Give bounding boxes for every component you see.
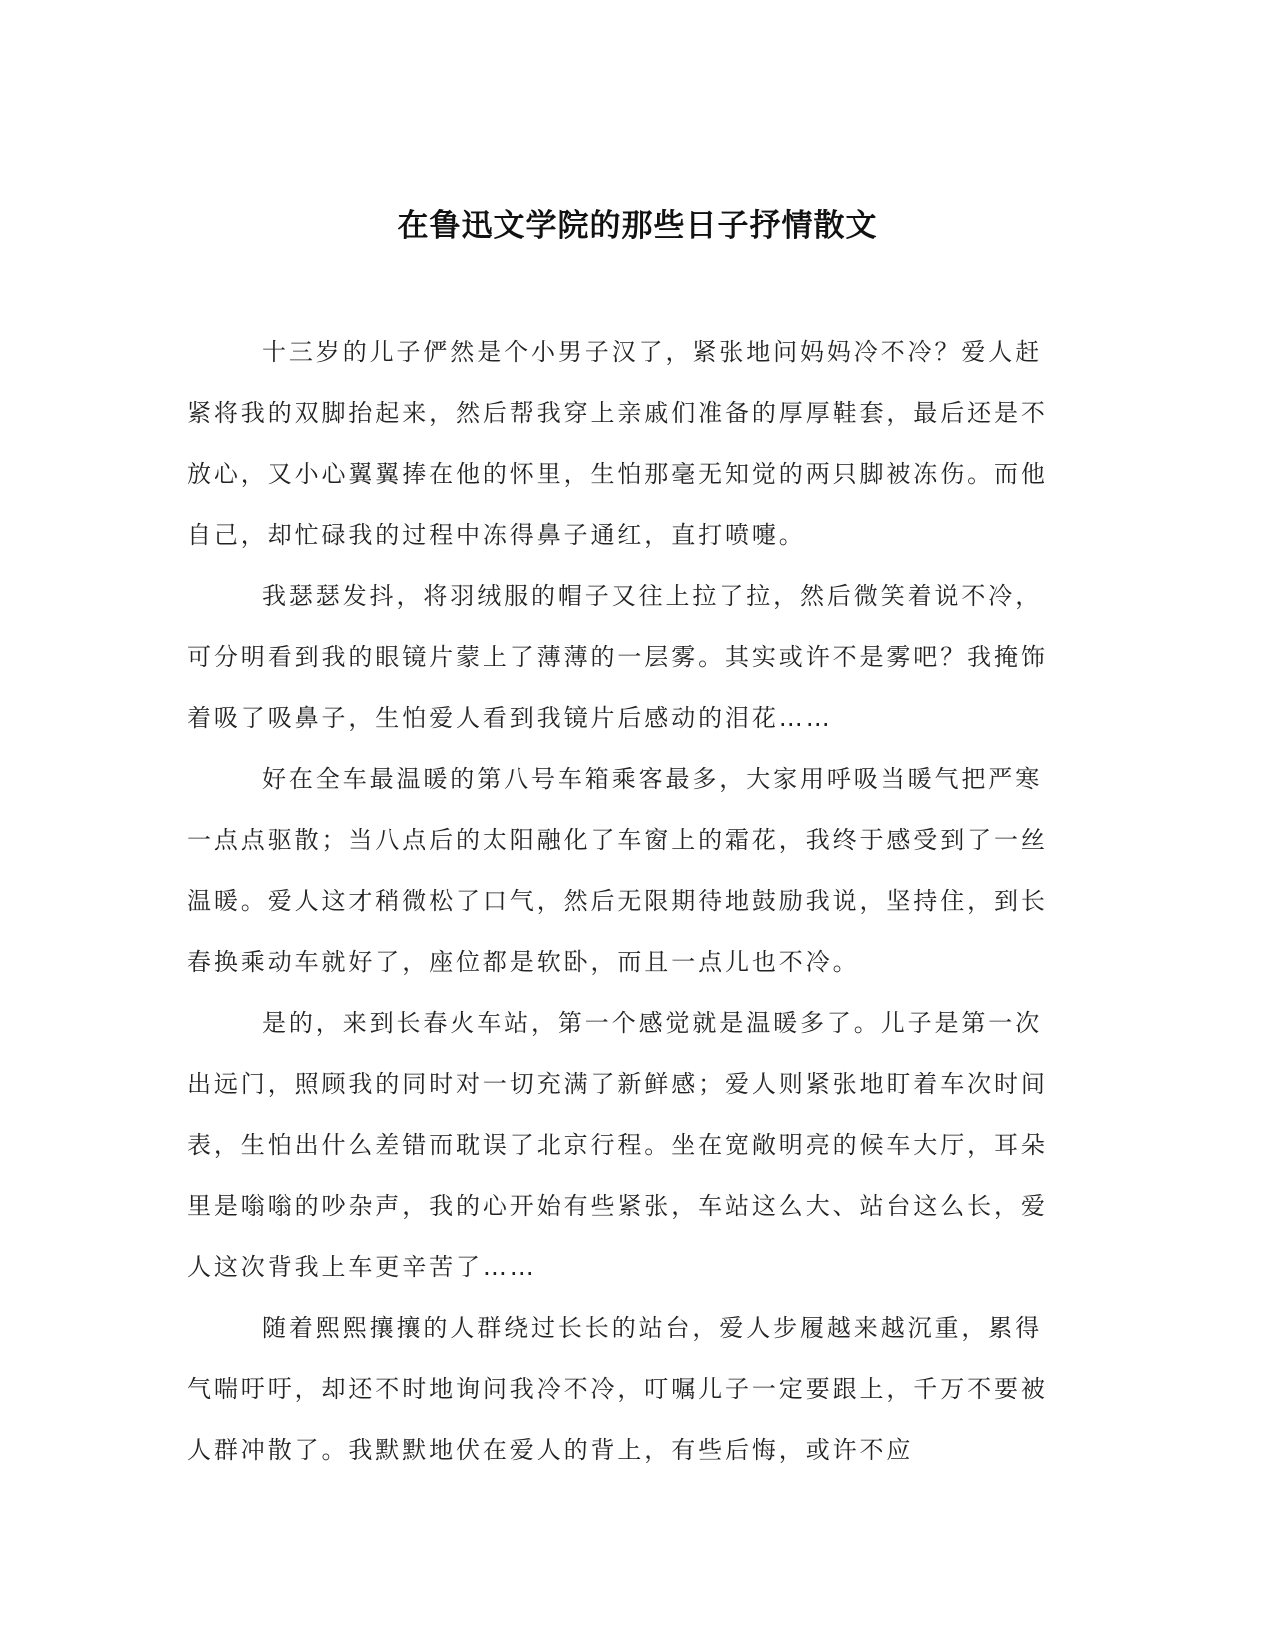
paragraph-4: 是的，来到长春火车站，第一个感觉就是温暖多了。儿子是第一次出远门，照顾我的同时对一切充满了新鲜感；爱人则紧张地盯着车次时间表，生怕出什么差错而耽误了北京行程。坐在宽敞明亮的候车大厅，耳朵里是嗡嗡的吵杂声，我的心开始有些紧张，车站这么大、站台这么长，爱人这次背我上车更辛苦了…… bbox=[187, 1009, 1048, 1281]
paragraph-3: 好在全车最温暖的第八号车箱乘客最多，大家用呼吸当暖气把严寒一点点驱散；当八点后的太阳融化了车窗上的霜花，我终于感受到了一丝温暖。爱人这才稍微松了口气，然后无限期待地鼓励我说，坚持住，到长春换乘动车就好了，座位都是软卧，而且一点儿也不冷。 bbox=[187, 765, 1048, 976]
paragraph-1: 十三岁的儿子俨然是个小男子汉了，紧张地问妈妈冷不冷？爱人赶紧将我的双脚抬起来，然后帮我穿上亲戚们准备的厚厚鞋套，最后还是不放心，又小心翼翼捧在他的怀里，生怕那毫无知觉的两只脚被冻伤。而他自己，却忙碌我的过程中冻得鼻子通红，直打喷嚏。 bbox=[187, 338, 1048, 549]
page-title: 在鲁迅文学院的那些日子抒情散文 bbox=[397, 208, 878, 244]
article-body bbox=[187, 322, 1067, 1481]
paragraph-5: 随着熙熙攘攘的人群绕过长长的站台，爱人步履越来越沉重，累得气喘吁吁，却还不时地询问我冷不冷，叮嘱儿子一定要跟上，千万不要被人群冲散了。我默默地伏在爱人的背上，有些后悔，或许不应 bbox=[187, 1314, 1048, 1464]
paragraph-2: 我瑟瑟发抖，将羽绒服的帽子又往上拉了拉，然后微笑着说不冷，可分明看到我的眼镜片蒙上了薄薄的一层雾。其实或许不是雾吧？我掩饰着吸了吸鼻子，生怕爱人看到我镜片后感动的泪花…… bbox=[187, 582, 1048, 732]
